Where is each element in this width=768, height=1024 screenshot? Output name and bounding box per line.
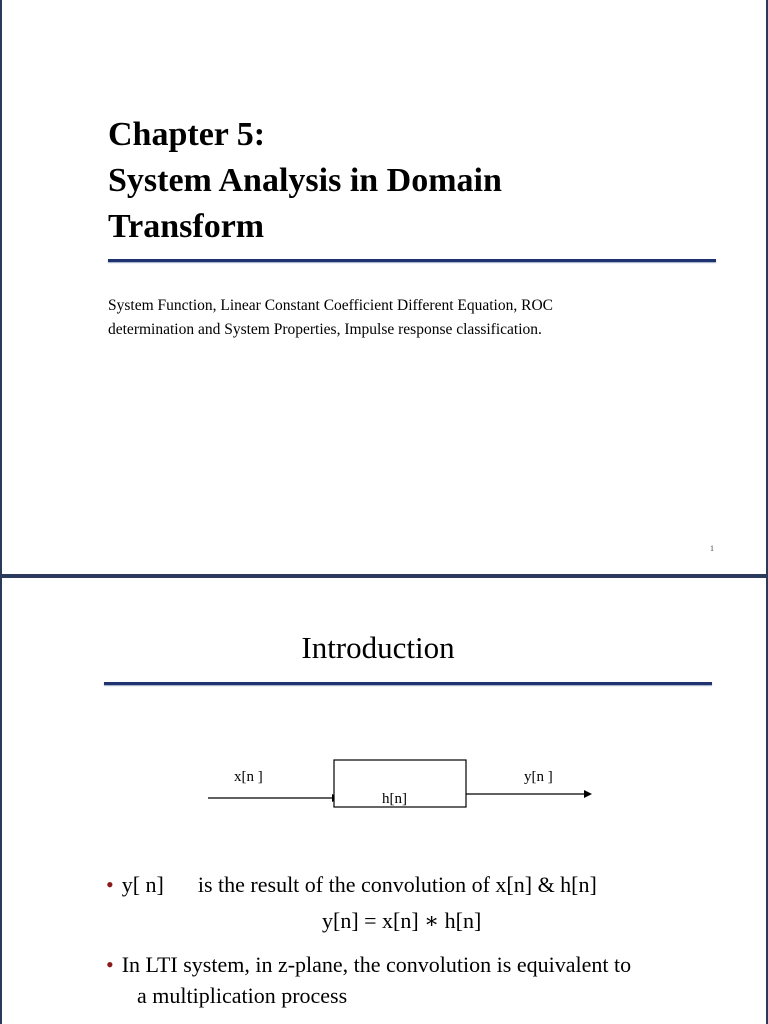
chapter-subtitle-line-2: Transform xyxy=(108,208,265,245)
description-line-1: System Function, Linear Constant Coefficient Different Equation, ROC xyxy=(108,297,553,314)
bullet-1-lead: y[ n] xyxy=(121,872,164,897)
chapter-subtitle-line-1: System Analysis in Domain xyxy=(108,162,502,199)
convolution-equation: y[n] = x[n] ∗ h[n] xyxy=(322,908,482,933)
block-diagram xyxy=(202,756,622,826)
section-title: Introduction xyxy=(301,630,455,665)
output-arrowhead xyxy=(584,790,592,798)
bullet-item-2 xyxy=(106,952,631,978)
block-label: h[n] xyxy=(382,791,407,807)
input-label: x[n ] xyxy=(234,769,263,785)
description-line-2: determination and System Properties, Impulse response classification. xyxy=(108,321,542,338)
section-divider xyxy=(104,682,712,685)
slide-2 xyxy=(0,576,768,1024)
system-diagram-svg xyxy=(202,756,622,826)
bullet-2-text-line-1: In LTI system, in z-plane, the convolution is equivalent to xyxy=(121,952,632,977)
chapter-title: Chapter 5: xyxy=(108,116,266,153)
bullet-dot-icon: • xyxy=(106,872,114,897)
page-number: 1 xyxy=(710,544,714,553)
bullet-dot-icon: • xyxy=(106,952,114,977)
bullet-1-text: is the result of the convolution of x[n] & h[n] xyxy=(197,872,597,897)
bullet-item-1 xyxy=(106,872,597,898)
title-divider xyxy=(108,259,716,262)
bullet-2-text-line-2: a multiplication process xyxy=(137,983,348,1008)
output-label: y[n ] xyxy=(524,769,553,785)
